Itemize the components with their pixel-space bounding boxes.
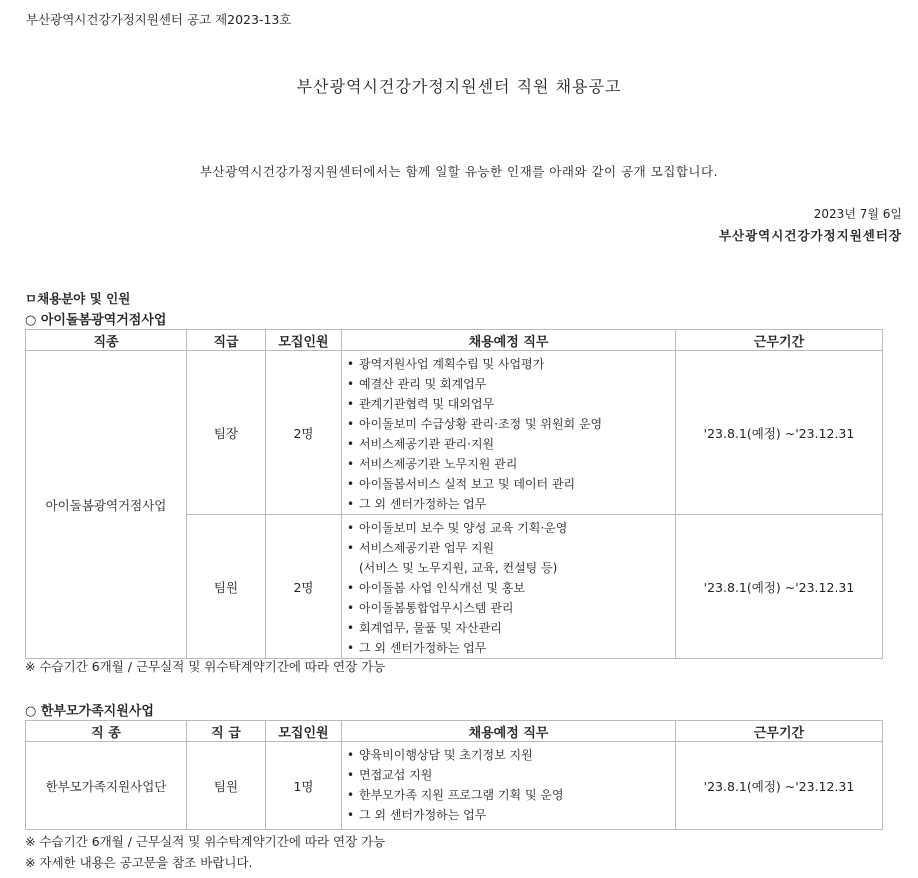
job-count: 2명 — [266, 515, 342, 659]
table1-note: ※ 수습기간 6개월 / 근무실적 및 위수탁계약기간에 따라 연장 가능 — [25, 659, 386, 674]
duty-item: • 면접교섭 지원 — [346, 765, 675, 785]
reference-note: ※ 자세한 내용은 공고문을 참조 바랍니다. — [25, 855, 253, 870]
col-header: 직 종 — [26, 721, 187, 742]
table-row — [26, 351, 883, 515]
duty-item-continuation: (서비스 및 노무지원, 교육, 컨설팅 등) — [359, 561, 558, 575]
table-header-row — [26, 330, 883, 351]
notice-date: 2023년 7월 6일 — [813, 207, 902, 221]
col-header: 모집인원 — [266, 330, 342, 351]
col-header: 모집인원 — [266, 721, 342, 742]
job-rank: 팀장 — [187, 351, 266, 515]
work-period: '23.8.1(예정) ~'23.12.31 — [676, 515, 883, 659]
job-category: 아이돌봄광역거점사업 — [26, 351, 187, 659]
table2-note: ※ 수습기간 6개월 / 근무실적 및 위수탁계약기간에 따라 연장 가능 — [25, 834, 386, 849]
duty-item: • 아이돌봄통합업무시스템 관리 — [346, 598, 675, 618]
notice-number: 부산광역시건강가정지원센터 공고 제2023-13호 — [26, 12, 292, 27]
work-period: '23.8.1(예정) ~'23.12.31 — [676, 351, 883, 515]
recruitment-table-childcare — [25, 329, 883, 659]
duty-item: • 그 외 센터가정하는 업무 — [346, 638, 675, 658]
duty-item: • 아이돌보미 수급상황 관리·조정 및 위원회 운영 — [346, 414, 675, 434]
duty-item: • 서비스제공기관 관리·지원 — [346, 434, 675, 454]
job-rank: 팀원 — [187, 742, 266, 830]
col-header: 직종 — [26, 330, 187, 351]
duty-item: • 회계업무, 물품 및 자산관리 — [346, 618, 675, 638]
section-heading: ㅁ채용분야 및 인원 — [25, 291, 131, 306]
table-row — [26, 742, 883, 830]
col-header: 채용예정 직무 — [342, 721, 676, 742]
duty-item: • 한부모가족 지원 프로그램 기획 및 운영 — [346, 785, 675, 805]
duty-item: • 관계기관협력 및 대외업무 — [346, 394, 675, 414]
table-header-row — [26, 721, 883, 742]
job-duties — [342, 515, 676, 659]
job-rank: 팀원 — [187, 515, 266, 659]
duty-item: • 그 외 센터가정하는 업무 — [346, 494, 675, 514]
duty-item: • 서비스제공기관 노무지원 관리 — [346, 454, 675, 474]
recruitment-table-single-parent — [25, 720, 883, 830]
duty-item: • 아이돌봄 사업 인식개선 및 홍보 — [346, 578, 675, 598]
duty-item: • 그 외 센터가정하는 업무 — [346, 805, 675, 825]
col-header: 근무기간 — [676, 721, 883, 742]
job-duties — [342, 742, 676, 830]
duty-item: • 광역지원사업 계획수립 및 사업평가 — [346, 354, 675, 374]
job-category: 한부모가족지원사업단 — [26, 742, 187, 830]
intro-text: 부산광역시건강가정지원센터에서는 함께 일할 유능한 인재를 아래와 같이 공개 모집합니다. — [199, 164, 719, 179]
col-header: 직 급 — [187, 721, 266, 742]
table1-heading: ○ 아이돌봄광역거점사업 — [25, 313, 167, 328]
job-count: 2명 — [266, 351, 342, 515]
duty-item: • 아이돌봄서비스 실적 보고 및 데이터 관리 — [346, 474, 675, 494]
col-header: 채용예정 직무 — [342, 330, 676, 351]
duty-item: • 서비스제공기관 업무 지원 — [346, 538, 675, 558]
duty-item: • 양육비이행상담 및 초기정보 지원 — [346, 745, 675, 765]
col-header: 근무기간 — [676, 330, 883, 351]
duty-item: • 예결산 관리 및 회계업무 — [346, 374, 675, 394]
work-period: '23.8.1(예정) ~'23.12.31 — [676, 742, 883, 830]
job-count: 1명 — [266, 742, 342, 830]
document-title: 부산광역시건강가정지원센터 직원 채용공고 — [296, 77, 622, 96]
duty-item: • 아이돌보미 보수 및 양성 교육 기획·운영 — [346, 518, 675, 538]
job-duties — [342, 351, 676, 515]
col-header: 직급 — [187, 330, 266, 351]
table2-heading: ○ 한부모가족지원사업 — [25, 704, 154, 719]
issuer: 부산광역시건강가정지원센터장 — [718, 228, 902, 243]
